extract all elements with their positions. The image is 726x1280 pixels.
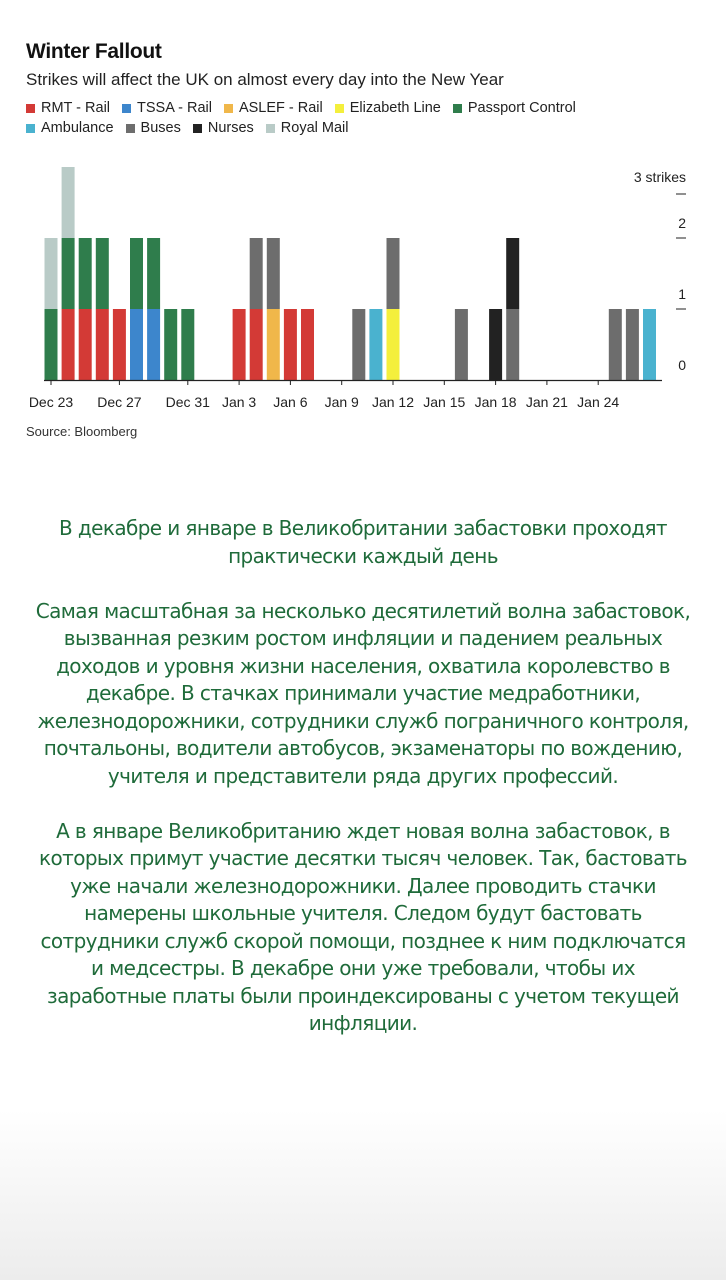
bar-segment-passport [79, 238, 92, 309]
chart-card [0, 0, 726, 460]
legend-row [26, 98, 706, 118]
legend-label: Elizabeth Line [349, 100, 441, 116]
legend-item-nurses [193, 118, 254, 138]
x-tick-label: Jan 15 [423, 394, 466, 410]
chart-source: Source: Bloomberg [26, 424, 138, 439]
x-tick-label: Jan 24 [577, 394, 620, 410]
bar-segment-rmt [233, 309, 246, 380]
article-body [32, 515, 694, 1065]
bar-segment-buses [609, 309, 622, 380]
legend-swatch [224, 104, 233, 113]
x-tick-label: Dec 31 [165, 394, 210, 410]
bar-segment-ambulance [369, 309, 382, 380]
x-tick-label: Jan 12 [371, 394, 415, 410]
legend-label: Passport Control [467, 100, 576, 116]
bar-segment-nurses [489, 309, 502, 380]
bar-segment-tssa [130, 309, 143, 380]
bar-segment-rmt [62, 309, 75, 380]
x-tick-label: Jan 3 [221, 394, 257, 410]
legend-swatch [26, 104, 35, 113]
x-tick-label: Jan 21 [525, 394, 568, 410]
bar-segment-passport [181, 309, 194, 380]
bar-segment-passport [62, 238, 75, 309]
chart-legend [26, 98, 706, 138]
legend-label: Buses [140, 120, 181, 136]
bar-segment-rmt [79, 309, 92, 380]
y-tick-label: 2 [678, 215, 686, 231]
bar-segment-rmt [96, 309, 109, 380]
legend-label: RMT - Rail [41, 100, 111, 116]
legend-swatch [26, 124, 35, 133]
y-axis-label: 3 strikes [633, 169, 686, 185]
x-tick-label: Jan 18 [474, 394, 517, 410]
bar-segment-buses [506, 309, 519, 380]
bar-segment-royalmail [62, 167, 75, 238]
legend-swatch [122, 104, 131, 113]
bar-segment-rmt [284, 309, 297, 380]
bar-segment-buses [626, 309, 639, 380]
legend-item-aslef [224, 98, 323, 118]
y-tick-label: 0 [678, 357, 686, 373]
bar-segment-passport [45, 309, 58, 380]
bar-segment-rmt [301, 309, 314, 380]
bar-segment-buses [352, 309, 365, 380]
legend-swatch [453, 104, 462, 113]
bar-segment-aslef [267, 309, 280, 380]
bar-segment-passport [96, 238, 109, 309]
bar-segment-buses [250, 238, 263, 309]
bar-segment-rmt [113, 309, 126, 380]
legend-swatch [126, 124, 135, 133]
legend-row [26, 118, 706, 138]
bar-segment-passport [147, 238, 160, 309]
legend-label: Royal Mail [280, 120, 349, 136]
legend-label: TSSA - Rail [137, 100, 212, 116]
article-paragraph-2: А в январе Великобританию ждет новая волна забастовок, в которых примут участие десятки тысяч человек. Так, бастовать уже начали железнодорожники. Далее проводить стачки намерены школьные учителя. Следом будут бастовать сотрудники служб скорой помощи, позднее к ним подключатся и медсестры. В декабре они уже требовали, чтобы их заработные платы были проиндексированы с учетом текущей инфляции. [39, 818, 687, 1035]
x-tick-label: Jan 9 [324, 394, 359, 410]
legend-item-elizabeth [335, 98, 441, 118]
legend-swatch [193, 124, 202, 133]
legend-item-royalmail [266, 118, 349, 138]
chart-plot [0, 140, 726, 420]
legend-item-passport [453, 98, 576, 118]
chart-subtitle: Strikes will affect the UK on almost every day into the New Year [26, 70, 504, 89]
legend-label: Nurses [207, 120, 254, 136]
chart-title: Winter Fallout [26, 40, 162, 63]
legend-swatch [335, 104, 344, 113]
legend-item-buses [126, 118, 181, 138]
bar-segment-buses [267, 238, 280, 309]
bar-segment-ambulance [643, 309, 656, 380]
x-tick-label: Dec 27 [97, 394, 142, 410]
legend-label: ASLEF - Rail [238, 100, 323, 116]
x-tick-label: Jan 6 [273, 394, 308, 410]
bar-segment-buses [387, 238, 400, 309]
bar-segment-buses [455, 309, 468, 380]
legend-swatch [266, 124, 275, 133]
bar-segment-passport [130, 238, 143, 309]
bar-segment-elizabeth [387, 309, 400, 380]
legend-label: Ambulance [41, 120, 114, 136]
bar-segment-tssa [147, 309, 160, 380]
bar-segment-rmt [250, 309, 263, 380]
article-paragraph-1: Самая масштабная за несколько десятилетий волна забастовок, вызванная резким ростом инфляции и падением реальных доходов и уровня жизни населения, охватила королевство в декабре. В стачках принимали участие медработники, железнодорожники, сотрудники служб пограничного контроля, почтальоны, водители автобусов, экзаменаторы по вождению, учителя и представители ряда других профессий. [35, 598, 691, 788]
y-tick-label: 1 [678, 286, 686, 302]
bar-segment-passport [164, 309, 177, 380]
legend-item-rmt [26, 98, 110, 118]
bar-segment-royalmail [45, 238, 58, 309]
x-tick-label: Dec 23 [28, 394, 74, 410]
bar-segment-nurses [506, 238, 519, 309]
article-headline: В декабре и январе в Великобритании забастовки проходят практически каждый день [59, 516, 667, 568]
legend-item-tssa [122, 98, 212, 118]
legend-item-ambulance [26, 118, 114, 138]
